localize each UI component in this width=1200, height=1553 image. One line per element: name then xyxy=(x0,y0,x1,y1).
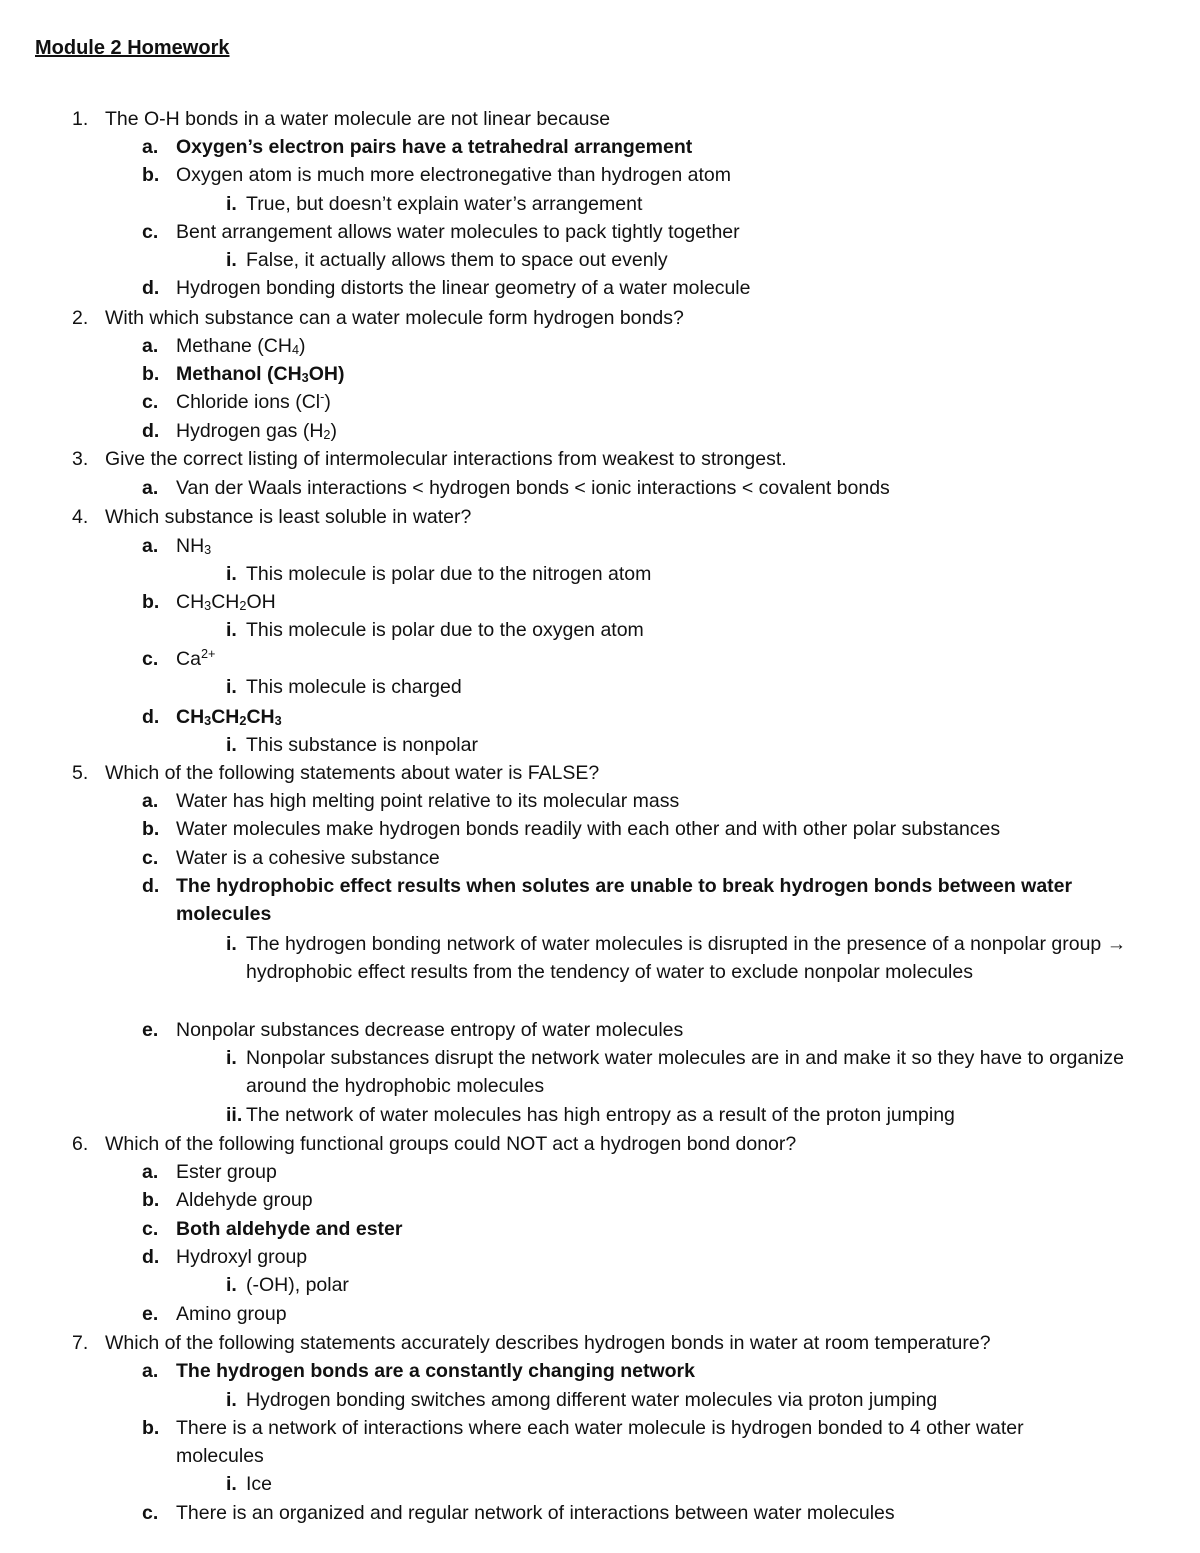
question-7-label: 7. xyxy=(72,1332,89,1354)
answer-note-text: This molecule is charged xyxy=(246,676,462,698)
answer-note xyxy=(190,246,668,274)
answer-note-numeral: i. xyxy=(226,619,237,641)
answer-option-text: Oxygen’s electron pairs have a tetrahedral arrangement xyxy=(176,136,693,158)
answer-note xyxy=(190,616,644,644)
answer-note-label xyxy=(190,731,246,759)
answer-note-numeral: i. xyxy=(226,249,237,271)
answer-option xyxy=(142,703,282,731)
answer-note-numeral: i. xyxy=(226,676,237,698)
question-4 xyxy=(72,503,471,531)
answer-note-numeral: i. xyxy=(226,1389,237,1411)
answer-note-label xyxy=(190,1044,246,1072)
answer-note-text: The network of water molecules has high entropy as a result of the proton jumping xyxy=(246,1104,955,1126)
answer-note-text: This substance is nonpolar xyxy=(246,734,478,756)
answer-note-text: The hydrogen bonding network of water molecules is disrupted in the presence of a nonpolar group → hydrophobic effect results from the tendency of water to exclude nonpolar molecules xyxy=(246,933,1127,983)
answer-option-label: b. xyxy=(142,818,160,840)
question-6-text: Which of the following functional groups could NOT act a hydrogen bond donor? xyxy=(105,1133,797,1155)
question-7-text: Which of the following statements accurately describes hydrogen bonds in water at room temperature? xyxy=(105,1332,991,1354)
answer-option xyxy=(142,218,740,246)
answer-option-label: a. xyxy=(142,1360,159,1382)
answer-option-label: b. xyxy=(142,591,160,613)
answer-option-text: The hydrogen bonds are a constantly changing network xyxy=(176,1360,695,1382)
answer-option xyxy=(142,1499,895,1527)
answer-option xyxy=(142,1215,402,1243)
answer-option-label: d. xyxy=(142,420,160,442)
answer-option-text: Hydrogen bonding distorts the linear geometry of a water molecule xyxy=(176,277,751,299)
answer-note-label xyxy=(190,190,246,218)
answer-option-text: $CH_3CH_2OH$ xyxy=(176,591,276,613)
question-2-label: 2. xyxy=(72,307,89,329)
question-1-text: The O-H bonds in a water molecule are not linear because xyxy=(105,108,611,130)
answer-note-numeral: i. xyxy=(226,734,237,756)
answer-option-label: b. xyxy=(142,164,160,186)
question-1-label: 1. xyxy=(72,108,89,130)
answer-option-label: a. xyxy=(142,136,159,158)
question-5-text: Which of the following statements about water is FALSE? xyxy=(105,762,600,784)
answer-option xyxy=(142,1186,313,1214)
answer-option xyxy=(142,1158,277,1186)
question-4-label: 4. xyxy=(72,506,89,528)
question-3 xyxy=(72,445,787,473)
answer-option-label: c. xyxy=(142,847,159,869)
answer-note-label xyxy=(190,616,246,644)
answer-option-text: $Ca^{2+}$ xyxy=(176,647,216,670)
answer-note-numeral: i. xyxy=(226,1047,237,1069)
question-7 xyxy=(72,1329,991,1357)
answer-option xyxy=(142,1243,307,1271)
answer-note-label xyxy=(190,560,246,588)
answer-option-text: The hydrophobic effect results when solutes are unable to break hydrogen bonds between water molecules xyxy=(176,875,1073,925)
answer-option xyxy=(142,274,750,302)
answer-note-numeral: i. xyxy=(226,1473,237,1495)
answer-option-label: a. xyxy=(142,477,159,499)
answer-option xyxy=(142,532,211,560)
answer-note xyxy=(190,1101,1156,1129)
answer-option-label: e. xyxy=(142,1303,159,1325)
answer-option-label: d. xyxy=(142,277,160,299)
answer-option-text: Chloride ions (Cl-) xyxy=(176,390,331,413)
answer-option xyxy=(142,588,276,616)
answer-note-numeral: i. xyxy=(226,933,237,955)
answer-option xyxy=(142,872,1116,925)
question-4-text: Which substance is least soluble in water? xyxy=(105,506,472,528)
answer-note-numeral: i. xyxy=(226,1274,237,1296)
answer-option-text: Both aldehyde and ester xyxy=(176,1218,403,1240)
question-3-label: 3. xyxy=(72,448,89,470)
answer-option xyxy=(142,332,306,360)
answer-option-label: c. xyxy=(142,1218,159,1240)
answer-option-label: e. xyxy=(142,1019,159,1041)
answer-option xyxy=(142,645,215,673)
answer-option xyxy=(142,1300,287,1328)
answer-note-label xyxy=(190,1271,246,1299)
answer-note-label xyxy=(190,930,246,958)
answer-note-text: Hydrogen bonding switches among different water molecules via proton jumping xyxy=(246,1389,938,1411)
answer-option-text: Aldehyde group xyxy=(176,1189,313,1211)
answer-note xyxy=(190,1386,937,1414)
answer-note-numeral: ii. xyxy=(226,1104,243,1126)
answer-option-label: a. xyxy=(142,790,159,812)
answer-option-text: Bent arrangement allows water molecules to pack tightly together xyxy=(176,221,740,243)
answer-note xyxy=(190,1271,349,1299)
answer-option-text: $NH_3$ xyxy=(176,535,212,557)
answer-option xyxy=(142,1357,695,1385)
answer-option xyxy=(142,815,1116,843)
answer-option-label: b. xyxy=(142,1189,160,1211)
answer-option-text: Hydroxyl group xyxy=(176,1246,308,1268)
question-3-text: Give the correct listing of intermolecular interactions from weakest to strongest. xyxy=(105,448,787,470)
answer-option xyxy=(142,161,731,189)
answer-option-label: c. xyxy=(142,1502,159,1524)
answer-note-numeral: i. xyxy=(226,563,237,585)
answer-option xyxy=(142,844,440,872)
answer-option-label: a. xyxy=(142,335,159,357)
answer-option-text: Hydrogen gas $(H_2)$ xyxy=(176,420,337,442)
answer-option xyxy=(142,360,344,388)
answer-option-text: Water molecules make hydrogen bonds readily with each other and with other polar substances xyxy=(176,818,1001,840)
answer-note-text: Nonpolar substances disrupt the network water molecules are in and make it so they have to organize around the hydrophobic molecules xyxy=(246,1047,1124,1097)
answer-option-label: b. xyxy=(142,363,160,385)
question-6 xyxy=(72,1130,796,1158)
question-5 xyxy=(72,759,599,787)
answer-option-text: $CH_3CH_2CH_3$ xyxy=(176,706,282,728)
answer-note xyxy=(190,1470,272,1498)
answer-note xyxy=(190,560,651,588)
answer-option xyxy=(142,1016,683,1044)
answer-option-label: d. xyxy=(142,875,160,897)
answer-note xyxy=(190,190,642,218)
answer-option-text: Nonpolar substances decrease entropy of water molecules xyxy=(176,1019,684,1041)
answer-option-label: a. xyxy=(142,1161,159,1183)
answer-option xyxy=(142,388,331,416)
answer-option-text: There is a network of interactions where each water molecule is hydrogen bonded to 4 other water molecules xyxy=(176,1417,1024,1467)
answer-option-label: b. xyxy=(142,1417,160,1439)
answer-option xyxy=(142,417,337,445)
answer-note-text: This molecule is polar due to the nitrogen atom xyxy=(246,563,652,585)
answer-option-label: a. xyxy=(142,535,159,557)
answer-note-label xyxy=(190,673,246,701)
answer-option xyxy=(142,474,890,502)
answer-option-label: c. xyxy=(142,221,159,243)
question-5-label: 5. xyxy=(72,762,89,784)
answer-note xyxy=(190,930,1156,983)
answer-option-label: c. xyxy=(142,648,159,670)
answer-option-text: Oxygen atom is much more electronegative than hydrogen atom xyxy=(176,164,731,186)
answer-option-label: c. xyxy=(142,391,159,413)
answer-note-text: True, but doesn’t explain water’s arrangement xyxy=(246,193,643,215)
answer-option xyxy=(142,1414,1116,1467)
answer-note-label xyxy=(190,246,246,274)
answer-option-label: d. xyxy=(142,1246,160,1268)
answer-note-label xyxy=(190,1101,246,1129)
answer-note xyxy=(190,673,462,701)
answer-option xyxy=(142,133,692,161)
answer-option-text: Amino group xyxy=(176,1303,287,1325)
answer-note xyxy=(190,731,478,759)
answer-note-text: False, it actually allows them to space out evenly xyxy=(246,249,668,271)
answer-option-text: Methane $(CH_4)$ xyxy=(176,335,306,357)
question-2-text: With which substance can a water molecule form hydrogen bonds? xyxy=(105,307,684,329)
page-title: Module 2 Homework xyxy=(35,37,230,59)
answer-option-text: Methanol $(CH_3OH)$ xyxy=(176,363,345,385)
question-2 xyxy=(72,304,684,332)
answer-note-label xyxy=(190,1386,246,1414)
answer-option-text: Water has high melting point relative to its molecular mass xyxy=(176,790,680,812)
answer-note-label xyxy=(190,1470,246,1498)
answer-option-text: Water is a cohesive substance xyxy=(176,847,440,869)
question-1 xyxy=(72,105,610,133)
answer-option-label: d. xyxy=(142,706,160,728)
answer-option-text: Ester group xyxy=(176,1161,277,1183)
answer-option-text: Van der Waals interactions < hydrogen bonds < ionic interactions < covalent bonds xyxy=(176,477,890,499)
answer-note xyxy=(190,1044,1156,1097)
answer-note-text: Ice xyxy=(246,1473,273,1495)
answer-note-text: (-OH), polar xyxy=(246,1274,349,1296)
question-6-label: 6. xyxy=(72,1133,89,1155)
answer-note-text: This molecule is polar due to the oxygen atom xyxy=(246,619,644,641)
answer-option xyxy=(142,787,679,815)
answer-note-numeral: i. xyxy=(226,193,237,215)
answer-option-text: There is an organized and regular network of interactions between water molecules xyxy=(176,1502,895,1524)
